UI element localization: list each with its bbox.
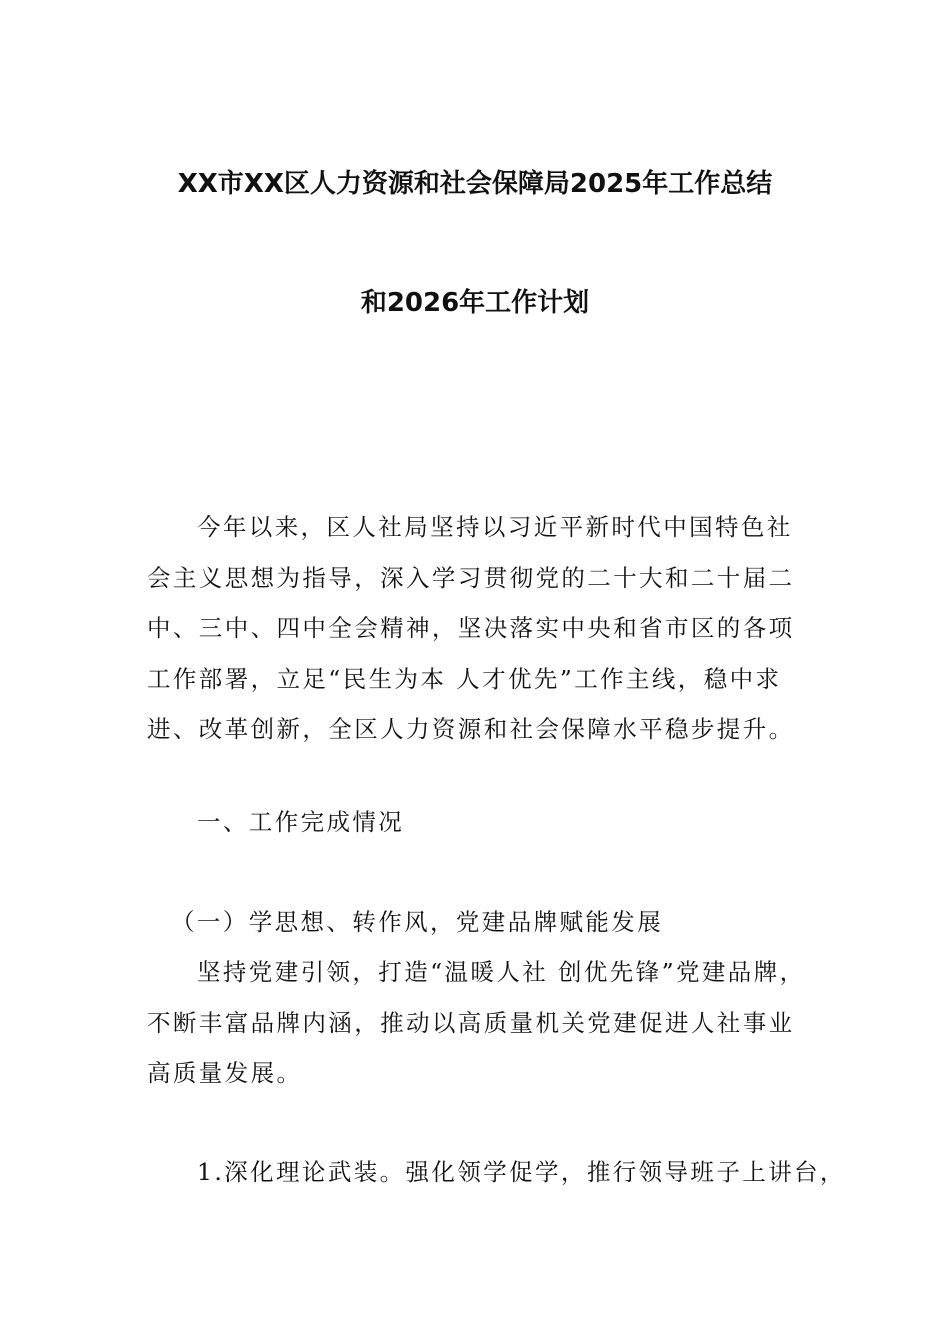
subsection-paragraph	[147, 947, 807, 1099]
intro-line: 进、改革创新，全区人力资源和社会保障水平稳步提升。	[147, 715, 795, 743]
intro-line: 会主义思想为指导，深入学习贯彻党的二十大和二十届二	[147, 563, 795, 592]
intro-paragraph	[147, 502, 807, 755]
body-line: 不断丰富品牌内涵，推动以高质量机关党建促进人社事业	[147, 1008, 795, 1037]
item-line: 1.深化理论武装。强化领学促学，推行领导班子上讲台，	[197, 1158, 846, 1186]
subsection-heading-text: （一）学思想、转作风，党建品牌赋能发展	[171, 908, 664, 936]
section-heading-text: 一、工作完成情况	[197, 808, 405, 836]
item-paragraph	[147, 1147, 846, 1198]
body-line: 坚持党建引领，打造“温暖人社 创优先锋”党建品牌，	[197, 958, 806, 986]
document-title-line-2: 和2026年工作计划	[360, 288, 590, 318]
body-line: 高质量发展。	[147, 1059, 303, 1087]
document-title-line-1: XX市XX区人力资源和社会保障局2025年工作总结	[177, 169, 773, 199]
section-heading	[147, 797, 807, 848]
subsection-heading	[147, 897, 807, 948]
intro-line: 工作部署，立足“民生为本 人才优先”工作主线，稳中求	[147, 664, 782, 693]
intro-line: 今年以来，区人社局坚持以习近平新时代中国特色社	[197, 513, 793, 541]
intro-line: 中、三中、四中全会精神，坚决落实中央和省市区的各项	[147, 614, 795, 642]
